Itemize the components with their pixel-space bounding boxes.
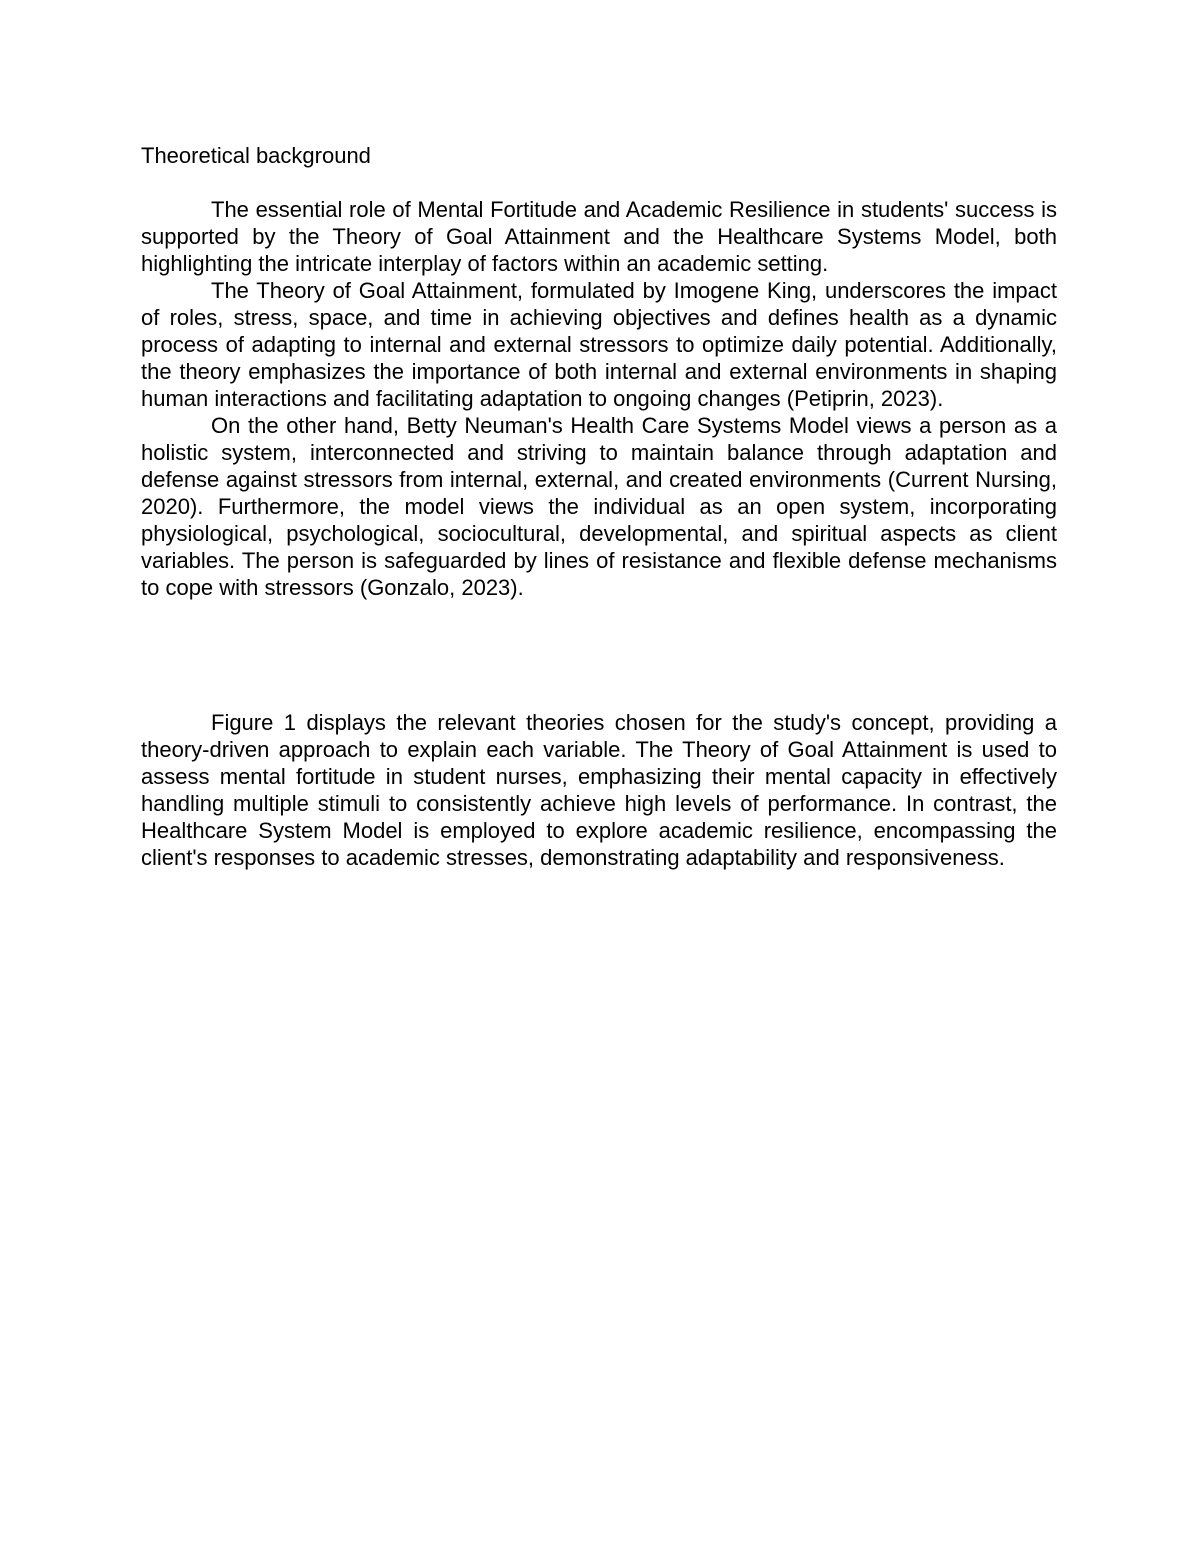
figure-description-paragraph: Figure 1 displays the relevant theories chosen for the study's concept, providing a theory-driven approach to explain each variable. The Theory of Goal Attainment is used to assess mental fortitude in student nurses, emphasizing their mental capacity in effectively handling multiple stimuli to consistently achieve high levels of performance. In contrast, the Healthcare System Model is employed to explore academic resilience, encompassing the client's responses to academic stresses, demonstrating adaptability and responsiveness. xyxy=(141,710,1057,870)
goal-attainment-paragraph: The Theory of Goal Attainment, formulated by Imogene King, underscores the impact of roles, stress, space, and time in achieving objectives and defines health as a dynamic process of adapting to internal and external stressors to optimize daily potential. Additionally, the theory emphasizes the importance of both internal and external environments in shaping human interactions and facilitating adaptation to ongoing changes (Petiprin, 2023). xyxy=(141,278,1057,411)
systems-model-paragraph: On the other hand, Betty Neuman's Health Care Systems Model views a person as a holistic system, interconnected and striving to maintain balance through adaptation and defense against stressors from internal, external, and created environments (Current Nursing, 2020). Furthermore, the model views the individual as an open system, incorporating physiological, psychological, sociocultural, developmental, and spiritual aspects as client variables. The person is safeguarded by lines of resistance and flexible defense mechanisms to cope with stressors (Gonzalo, 2023). xyxy=(141,413,1057,600)
document-body xyxy=(141,142,1057,871)
section-heading: Theoretical background xyxy=(141,143,371,168)
section-spacer xyxy=(141,601,1057,709)
intro-paragraph: The essential role of Mental Fortitude and Academic Resilience in students' success is supported by the Theory of Goal Attainment and the Healthcare Systems Model, both highlighting the intricate interplay of factors within an academic setting. xyxy=(141,197,1057,276)
heading-spacer xyxy=(141,169,1057,196)
